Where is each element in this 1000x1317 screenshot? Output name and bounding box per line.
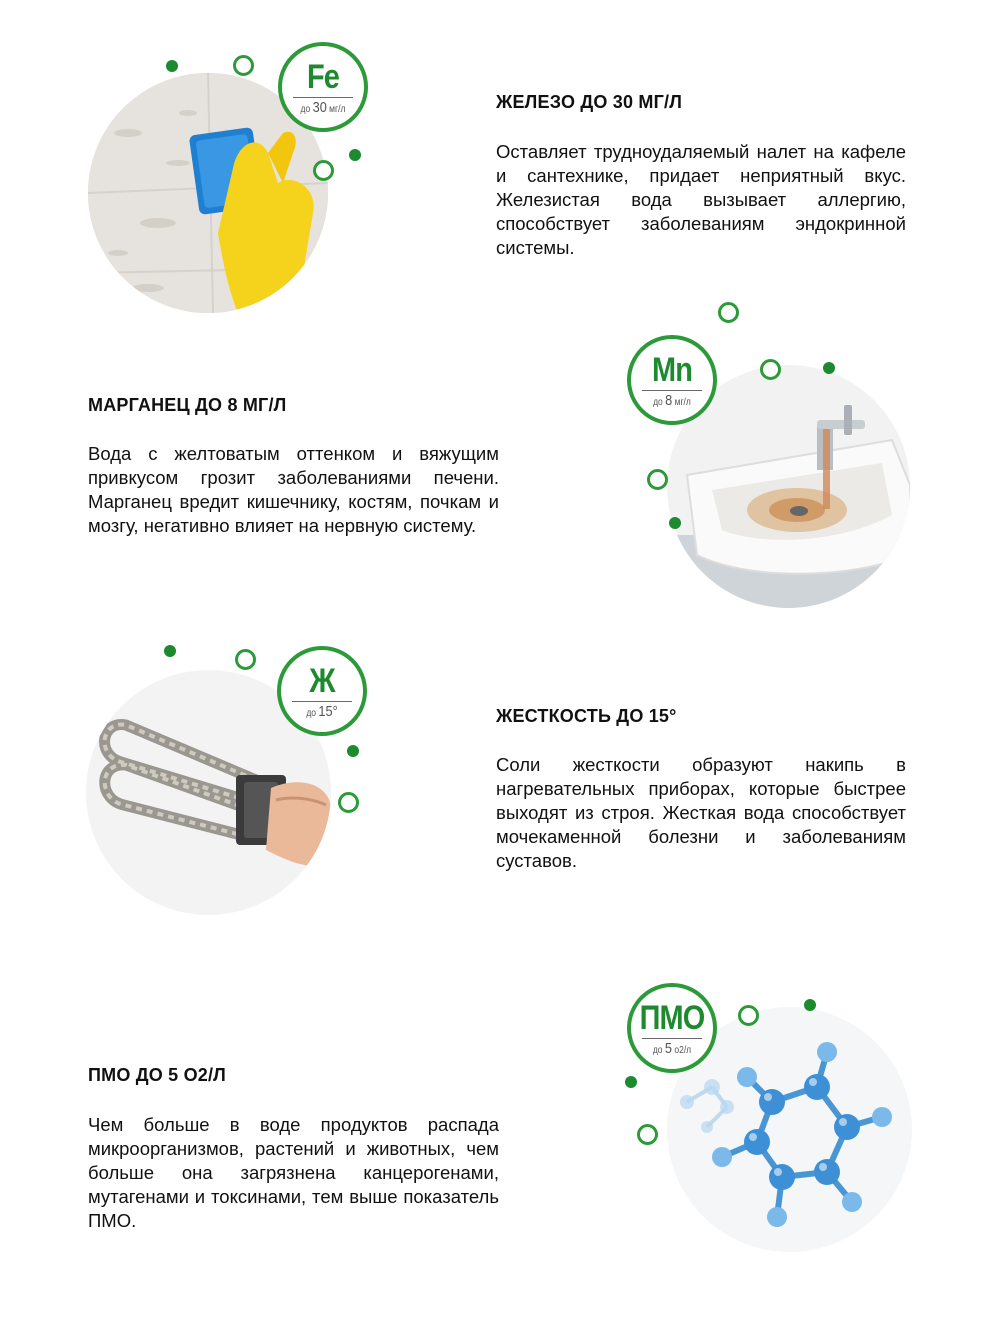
manganese-description: Вода с желтоватым оттенком и вяжущим привкусом грозит заболеваниями печени. Марганец вредит кишечнику, костям, почкам и мозгу, негативно влияет на нервную систему.	[88, 443, 499, 536]
decor-dot	[625, 1076, 637, 1088]
iron-badge	[278, 42, 368, 132]
decor-ring	[233, 55, 254, 76]
pmo-badge	[627, 983, 717, 1073]
badge-symbol: Mn	[651, 351, 693, 389]
decor-ring	[637, 1124, 658, 1145]
iron-description: Оставляет трудноудаляемый налет на кафеле и сантехнике, придает неприятный вкус. Железистая вода вызывает аллергию, способствует заболеваниям эндокринной системы.	[496, 141, 906, 258]
decor-ring	[313, 160, 334, 181]
decor-dot	[669, 517, 681, 529]
decor-ring	[718, 302, 739, 323]
manganese-badge	[627, 335, 717, 425]
hardness-title: ЖЕСТКОСТЬ ДО 15°	[496, 706, 677, 726]
badge-symbol: Ж	[309, 662, 335, 700]
decor-dot	[347, 745, 359, 757]
badge-divider	[292, 701, 352, 702]
decor-ring	[235, 649, 256, 670]
decor-dot	[349, 149, 361, 161]
pmo-description: Чем больше в воде продуктов распада микроорганизмов, растений и животных, чем больше она загрязнена канцерогенами, мутагенами и токсинами, тем выше показатель ПМО.	[88, 1114, 499, 1231]
badge-divider	[642, 1038, 702, 1039]
pmo-title: ПМО ДО 5 O2/Л	[88, 1065, 227, 1085]
badge-symbol: Fe	[306, 58, 340, 96]
decor-ring	[647, 469, 668, 490]
badge-divider	[293, 97, 353, 98]
decor-dot	[804, 999, 816, 1011]
hardness-description: Соли жесткости образуют накипь в нагревательных приборах, которые быстрее выходят из строя. Жесткая вода способствует мочекаменной болезни и заболеваниям суставов.	[496, 754, 906, 871]
badge-limit: до 30 мг/л	[300, 99, 346, 116]
decor-ring	[338, 792, 359, 813]
decor-ring	[738, 1005, 759, 1026]
badge-symbol: ПМО	[639, 999, 705, 1037]
decor-dot	[164, 645, 176, 657]
decor-dot	[166, 60, 178, 72]
hardness-badge	[277, 646, 367, 736]
badge-divider	[642, 390, 702, 391]
iron-title: ЖЕЛЕЗО ДО 30 МГ/Л	[496, 92, 683, 112]
decor-dot	[823, 362, 835, 374]
badge-limit: до 5 о2/л	[652, 1040, 692, 1057]
decor-ring	[760, 359, 781, 380]
badge-limit: до 15°	[306, 703, 338, 720]
manganese-title: МАРГАНЕЦ ДО 8 МГ/Л	[88, 395, 287, 415]
badge-limit: до 8 мг/л	[653, 392, 691, 409]
